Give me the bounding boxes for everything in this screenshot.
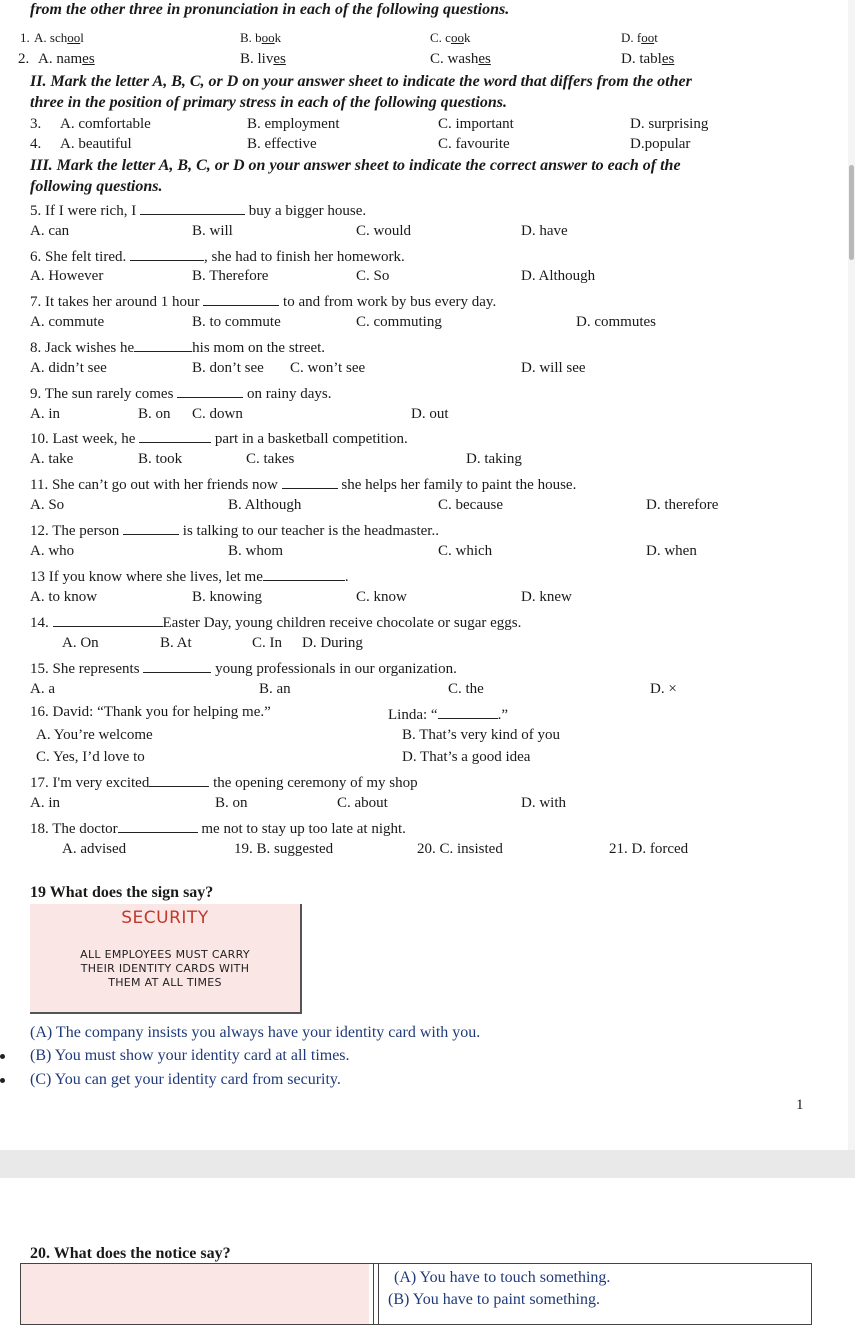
question-17-stem xyxy=(0,773,855,793)
notice-divider xyxy=(373,1264,379,1324)
question-1 xyxy=(0,31,855,51)
question-15-options xyxy=(0,682,855,702)
question-16-stem xyxy=(0,705,855,725)
question-2 xyxy=(0,52,855,72)
option-d: 21. D. forced xyxy=(609,841,689,857)
stem-text: 6. She felt tired. , she had to finish her homework. xyxy=(30,249,405,265)
option-d: D. During xyxy=(302,635,363,651)
stem-text: 12. The person is talking to our teacher is the headmaster.. xyxy=(30,523,439,539)
question-16-options-ab xyxy=(0,728,855,748)
question-number: 4. xyxy=(30,136,42,152)
stem-text: 14. Easter Day, young children receive chocolate or sugar eggs. xyxy=(30,615,522,631)
option-c: C. important xyxy=(438,116,514,132)
option-a: A. beautiful xyxy=(60,136,132,152)
question-3 xyxy=(0,117,855,137)
page-number: 1 xyxy=(796,1097,804,1113)
option-b: B. an xyxy=(259,681,291,697)
option-b: B. effective xyxy=(247,136,317,152)
option-c: C. know xyxy=(356,589,407,605)
option-d: D. with xyxy=(521,795,566,811)
option-d: D. will see xyxy=(521,360,586,376)
sign-line-1: ALL EMPLOYEES MUST CARRY xyxy=(80,948,250,961)
option-d: D. taking xyxy=(466,451,522,467)
option-c: C. would xyxy=(356,223,412,239)
page-gap xyxy=(0,1150,855,1178)
question-6-options xyxy=(0,269,855,289)
option-b: 19. B. suggested xyxy=(234,841,334,857)
option-d: D. when xyxy=(646,543,697,559)
option-b: B. will xyxy=(192,223,233,239)
question-7-stem xyxy=(0,292,855,312)
option-c: C. favourite xyxy=(438,136,510,152)
question-number: 1. xyxy=(20,30,30,45)
option-a: A. school xyxy=(34,30,84,45)
option-c: C. In xyxy=(252,635,282,651)
option-d: D. That’s a good idea xyxy=(402,749,531,765)
question-16-options-cd xyxy=(0,750,855,770)
option-b: B. whom xyxy=(228,543,284,559)
question-number: 2. xyxy=(18,51,30,67)
option-b: B. on xyxy=(138,406,171,422)
option-a: A. didn’t see xyxy=(30,360,107,376)
question-19-option-c: (C) You can get your identity card from security. xyxy=(30,1071,341,1088)
option-d: D. Although xyxy=(521,268,596,284)
option-b: B. Therefore xyxy=(192,268,269,284)
section-2-heading: II. Mark the letter A, B, C, or D on your answer sheet to indicate the word that differs from the other xyxy=(30,73,692,90)
option-b: B. At xyxy=(160,635,192,651)
option-c: C. commuting xyxy=(356,314,442,330)
sign-title: SECURITY xyxy=(121,908,209,928)
option-b: B. book xyxy=(240,30,282,45)
question-17-options xyxy=(0,796,855,816)
question-9-options xyxy=(0,407,855,427)
question-5-options xyxy=(0,224,855,244)
option-b: B. on xyxy=(215,795,248,811)
stem-text: 5. If I were rich, I buy a bigger house. xyxy=(30,203,367,219)
question-14-stem xyxy=(0,613,855,633)
option-a: A. in xyxy=(30,406,60,422)
option-d: D. foot xyxy=(621,30,658,45)
sign-line-2: THEIR IDENTITY CARDS WITH xyxy=(80,962,250,975)
option-c: C. So xyxy=(356,268,390,284)
option-c: C. won’t see xyxy=(290,360,366,376)
option-a: A. who xyxy=(30,543,75,559)
question-20-option-a: (A) You have to touch something. xyxy=(394,1269,611,1286)
question-20-option-b: (B) You have to paint something. xyxy=(388,1291,600,1308)
option-b: B. took xyxy=(138,451,183,467)
option-c: C. cook xyxy=(430,30,471,45)
scrollbar-thumb[interactable] xyxy=(849,165,854,260)
stem-text: 9. The sun rarely comes on rainy days. xyxy=(30,386,332,402)
option-a: A. However xyxy=(30,268,104,284)
question-6-stem xyxy=(0,247,855,267)
stem-text: 15. She represents young professionals in our organization. xyxy=(30,661,457,677)
question-7-options xyxy=(0,315,855,335)
question-11-options xyxy=(0,498,855,518)
stem-text: 17. I'm very excited the opening ceremony of my shop xyxy=(30,775,418,791)
stem-reply: Linda: “ .” xyxy=(388,707,508,723)
option-d: D. knew xyxy=(521,589,572,605)
question-18-options xyxy=(0,842,855,862)
option-c: C. which xyxy=(438,543,493,559)
stem-text: 18. The doctor me not to stay up too late at night. xyxy=(30,821,406,837)
option-a: A. advised xyxy=(62,841,127,857)
option-a: A. take xyxy=(30,451,74,467)
section-3-heading: III. Mark the letter A, B, C, or D on your answer sheet to indicate the correct answer to each of the xyxy=(30,157,681,174)
option-d: D. out xyxy=(411,406,449,422)
stem-text: 8. Jack wishes he his mom on the street. xyxy=(30,340,326,356)
question-number: 3. xyxy=(30,116,42,132)
stem-text: 10. Last week, he part in a basketball competition. xyxy=(30,431,408,447)
section-1-tail: from the other three in pronunciation in each of the following questions. xyxy=(30,1,510,18)
option-d: D. × xyxy=(650,681,677,697)
option-b: B. lives xyxy=(240,51,286,67)
stem-text: 7. It takes her around 1 hour to and from work by bus every day. xyxy=(30,294,497,310)
option-a: A. a xyxy=(30,681,55,697)
question-8-stem xyxy=(0,338,855,358)
question-19-title: 19 What does the sign say? xyxy=(30,884,214,901)
section-3-heading-cont: following questions. xyxy=(30,178,163,195)
option-a: A. On xyxy=(62,635,99,651)
option-d: D. tables xyxy=(621,51,675,67)
sign-line-3: THEM AT ALL TIMES xyxy=(108,976,222,989)
option-c: C. about xyxy=(337,795,388,811)
option-d: D. commutes xyxy=(576,314,656,330)
option-b: B. to commute xyxy=(192,314,281,330)
option-c: C. because xyxy=(438,497,503,513)
option-d: D.popular xyxy=(630,136,691,152)
question-20-title: 20. What does the notice say? xyxy=(30,1245,231,1262)
security-sign xyxy=(30,904,302,1014)
option-a: A. to know xyxy=(30,589,98,605)
scrollbar[interactable] xyxy=(848,0,855,1150)
question-4 xyxy=(0,137,855,157)
option-c: 20. C. insisted xyxy=(417,841,503,857)
option-b: B. don’t see xyxy=(192,360,264,376)
option-a: A. You’re welcome xyxy=(36,727,153,743)
option-b: B. knowing xyxy=(192,589,263,605)
option-a: A. in xyxy=(30,795,60,811)
stem-text: 13 If you know where she lives, let me . xyxy=(30,569,349,585)
question-11-stem xyxy=(0,475,855,495)
option-c: C. the xyxy=(448,681,484,697)
question-5-stem xyxy=(0,201,855,221)
option-c: C. washes xyxy=(430,51,491,67)
option-d: D. therefore xyxy=(646,497,719,513)
option-a: A. can xyxy=(30,223,70,239)
question-12-options xyxy=(0,544,855,564)
bullet-icon xyxy=(0,1054,5,1059)
option-c: C. takes xyxy=(246,451,295,467)
question-13-options xyxy=(0,590,855,610)
question-9-stem xyxy=(0,384,855,404)
question-13-stem xyxy=(0,567,855,587)
bullet-icon xyxy=(0,1078,5,1083)
question-19-option-a: (A) The company insists you always have your identity card with you. xyxy=(30,1024,481,1041)
section-2-heading-cont: three in the position of primary stress in each of the following questions. xyxy=(30,94,507,111)
option-a: A. commute xyxy=(30,314,105,330)
question-14-options xyxy=(0,636,855,656)
question-10-stem xyxy=(0,429,855,449)
option-b: B. That’s very kind of you xyxy=(402,727,561,743)
option-a: A. comfortable xyxy=(60,116,151,132)
question-12-stem xyxy=(0,521,855,541)
option-a: A. So xyxy=(30,497,65,513)
option-a: A. names xyxy=(38,51,95,67)
option-b: B. employment xyxy=(247,116,340,132)
question-8-options xyxy=(0,361,855,381)
question-19-option-b: (B) You must show your identity card at all times. xyxy=(30,1047,350,1064)
option-b: B. Although xyxy=(228,497,302,513)
stem-text: 11. She can’t go out with her friends now she helps her family to paint the house. xyxy=(30,477,577,493)
option-d: D. surprising xyxy=(630,116,709,132)
option-c: C. Yes, I’d love to xyxy=(36,749,145,765)
stem-text: 16. David: “Thank you for helping me.” xyxy=(30,704,271,720)
notice-image xyxy=(21,1264,369,1324)
option-d: D. have xyxy=(521,223,568,239)
option-c: C. down xyxy=(192,406,243,422)
question-15-stem xyxy=(0,659,855,679)
question-10-options xyxy=(0,452,855,472)
question-18-stem xyxy=(0,819,855,839)
